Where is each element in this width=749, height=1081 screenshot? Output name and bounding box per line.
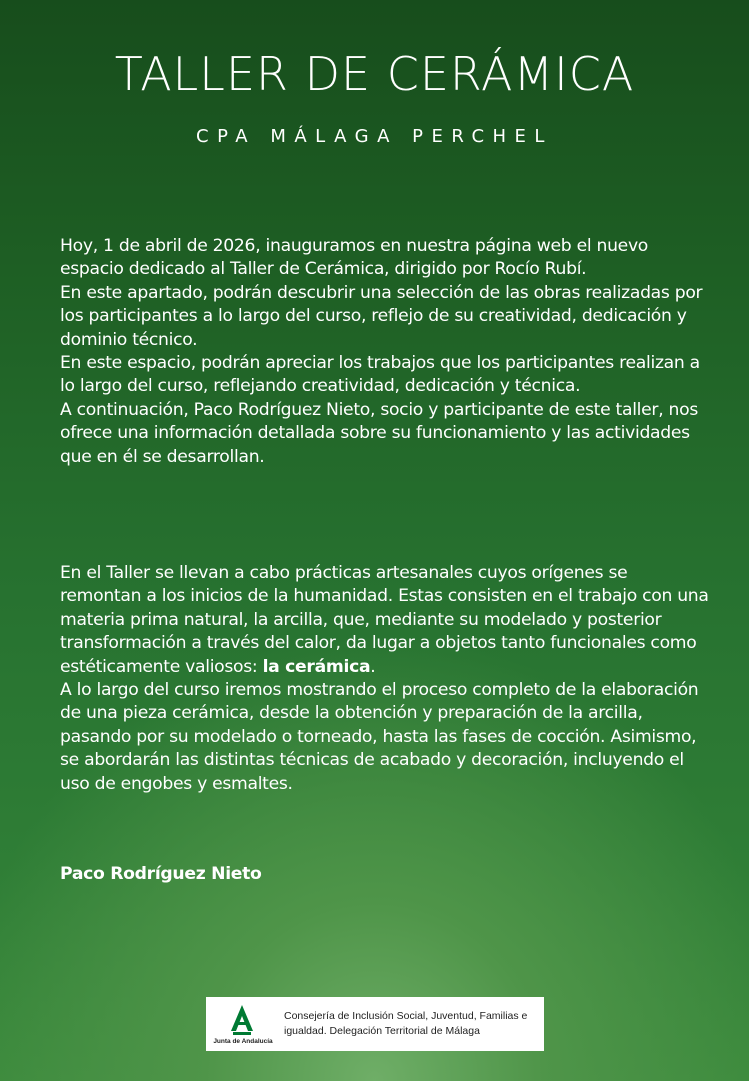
intro-paragraph: En este apartado, podrán descubrir una selección de las obras realizadas por los participantes a lo largo del curso, reflejo de su creatividad, dedicación y dominio técnico. — [60, 282, 703, 350]
logo-label: Junta de Andalucía — [213, 1038, 273, 1045]
footer-logo-box — [206, 997, 544, 1051]
details-paragraph — [60, 562, 710, 679]
intro-section — [60, 235, 710, 469]
details-paragraph-text: En el Taller se llevan a cabo prácticas artesanales cuyos orígenes se remontan a los inicios de la humanidad. Estas consisten en el trabajo con una materia prima natural, la arcilla, que, mediante su modelado y posterior transformación a través del calor, da lugar a objetos tanto funcionales como estéticamente valiosos: — [60, 563, 709, 677]
footer-text-line: Consejería de Inclusión Social, Juventud, Familias e — [284, 1010, 528, 1022]
page-title: TALLER DE CERÁMICA — [114, 47, 635, 101]
details-section — [60, 562, 710, 796]
signature: Paco Rodríguez Nieto — [60, 864, 262, 884]
junta-andalucia-logo-icon — [231, 1005, 253, 1037]
page-subtitle: CPA MÁLAGA PERCHEL — [196, 126, 553, 147]
highlight-text: la cerámica — [262, 656, 371, 677]
footer-institution-text — [276, 1009, 533, 1039]
intro-paragraph: Hoy, 1 de abril de 2026, inauguramos en nuestra página web el nuevo espacio dedicado al Taller de Cerámica, dirigido por Rocío Rubí. — [60, 236, 649, 280]
intro-paragraph: A continuación, Paco Rodríguez Nieto, socio y participante de este taller, nos ofrece una información detallada sobre su funcionamiento y las actividades que en él se desarrollan. — [60, 399, 698, 467]
junta-andalucia-logo — [206, 997, 276, 1051]
details-paragraph-end: . — [370, 656, 376, 677]
footer-text-line: igualdad. Delegación Territorial de Málaga — [284, 1025, 480, 1037]
details-paragraph: A lo largo del curso iremos mostrando el proceso completo de la elaboración de una pieza cerámica, desde la obtención y preparación de la arcilla, pasando por su modelado o torneado, hasta las fases de cocción. Asimismo, se abordarán las distintas técnicas de acabado y decoración, incluyendo el uso de engobes y esmaltes. — [60, 680, 699, 794]
intro-paragraph: En este espacio, podrán apreciar los trabajos que los participantes realizan a lo largo del curso, reflejando creatividad, dedicación y técnica. — [60, 353, 700, 397]
